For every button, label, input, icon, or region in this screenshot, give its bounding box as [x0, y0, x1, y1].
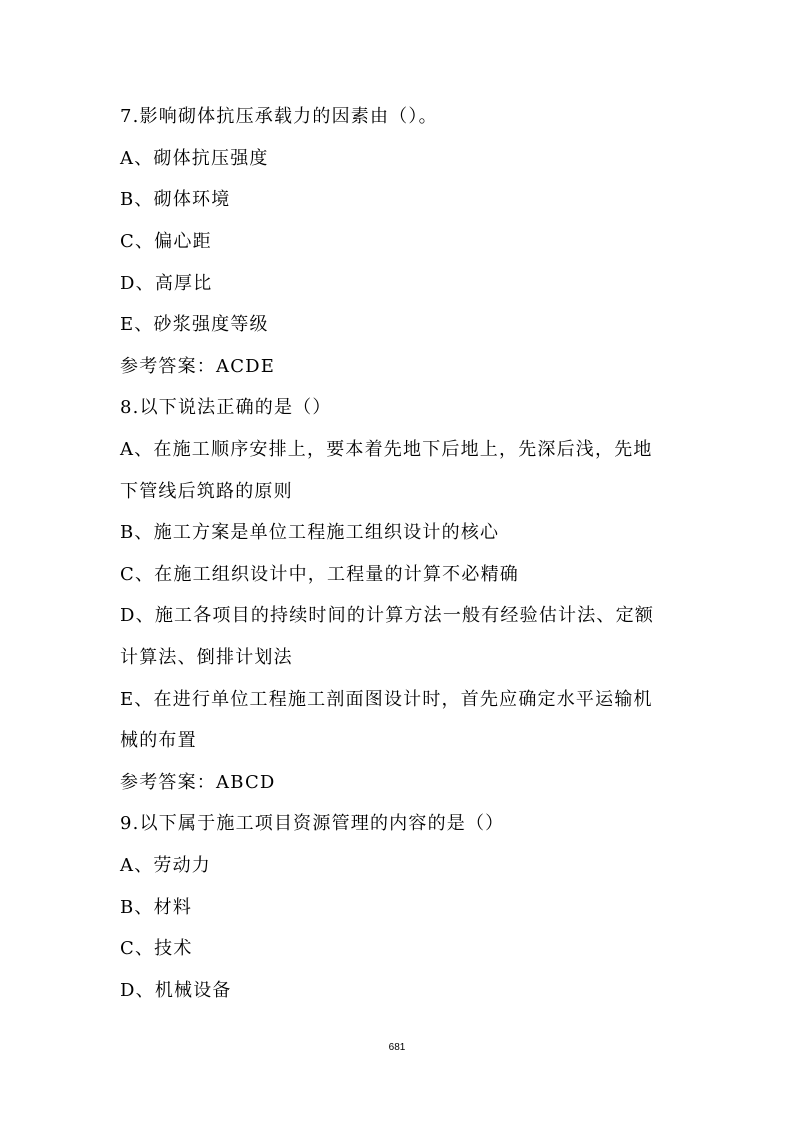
question-8-option-e-line-1: E、在进行单位工程施工剖面图设计时，首先应确定水平运输机	[120, 689, 653, 710]
question-7-option-d: D、高厚比	[120, 273, 213, 294]
question-7-stem: 7.影响砌体抗压承载力的因素由（）。	[120, 106, 438, 127]
question-7-option-c: C、偏心距	[120, 231, 212, 252]
question-9-option-c: C、技术	[120, 938, 193, 959]
question-9-stem: 9.以下属于施工项目资源管理的内容的是（）	[120, 813, 505, 834]
question-8-option-b: B、施工方案是单位工程施工组织设计的核心	[120, 522, 500, 543]
question-8-option-d-line-1: D、施工各项目的持续时间的计算方法一般有经验估计法、定额	[120, 605, 655, 626]
question-8-option-d-line-2: 计算法、倒排计划法	[120, 647, 293, 668]
question-8-stem: 8.以下说法正确的是（）	[120, 397, 332, 418]
question-8-option-c: C、在施工组织设计中，工程量的计算不必精确	[120, 564, 519, 585]
question-9-option-a: A、劳动力	[120, 855, 211, 876]
question-9-option-b: B、材料	[120, 897, 193, 918]
question-7-option-e: E、砂浆强度等级	[120, 314, 269, 335]
page-number: 681	[388, 1042, 406, 1053]
question-8-option-a-line-1: A、在施工顺序安排上，要本着先地下后地上，先深后浅，先地	[120, 439, 653, 460]
question-8-answer: 参考答案：ABCD	[120, 772, 276, 793]
question-8-option-a-line-2: 下管线后筑路的原则	[120, 481, 293, 502]
question-7-option-b: B、砌体环境	[120, 189, 231, 210]
question-7-option-a: A、砌体抗压强度	[120, 148, 269, 169]
question-8-option-e-line-2: 械的布置	[120, 730, 197, 751]
question-9-option-d: D、机械设备	[120, 980, 232, 1001]
question-7-answer: 参考答案：ACDE	[120, 356, 276, 377]
